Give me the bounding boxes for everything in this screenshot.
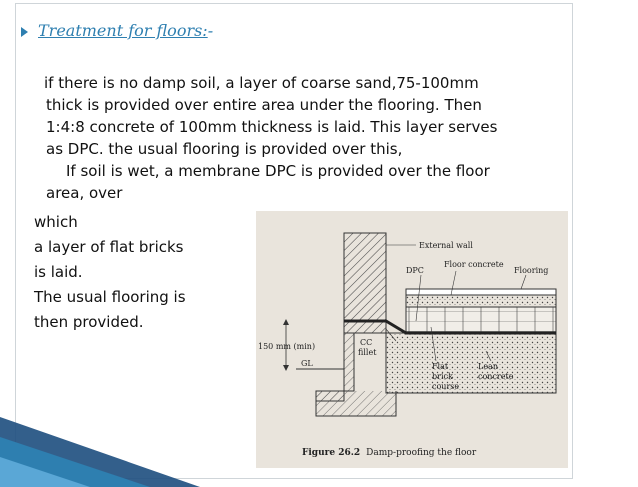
- label-course: course: [432, 382, 460, 391]
- label-brick: brick: [432, 372, 453, 381]
- label-fillet: fillet: [358, 348, 377, 357]
- label-flooring: Flooring: [514, 266, 549, 275]
- label-lean: Lean: [478, 362, 498, 371]
- side-text-line: which: [34, 213, 78, 231]
- side-text: [34, 210, 186, 335]
- flooring-shape: [406, 289, 556, 295]
- side-text-line: The usual flooring is: [34, 288, 186, 306]
- wall-foundation-shape: [316, 391, 396, 416]
- floor-concrete-shape: [406, 295, 556, 307]
- label-gl: GL: [301, 359, 313, 368]
- leader-line: [521, 275, 526, 289]
- paragraph-line: If soil is wet, a membrane DPC is provided over the floor: [66, 162, 490, 180]
- label-concrete: concrete: [478, 372, 514, 381]
- side-text-line: is laid.: [34, 263, 83, 281]
- figure-caption: [302, 448, 477, 458]
- label-height: 150 mm (min): [258, 342, 316, 351]
- paragraph-line: thick is provided over entire area under the flooring. Then: [46, 96, 482, 114]
- section-heading: [38, 21, 213, 40]
- caption-number: Figure 26.2: [302, 448, 361, 458]
- side-text-line: then provided.: [34, 313, 144, 331]
- paragraph-line: area, over: [46, 184, 123, 202]
- arrow-up-icon: [283, 319, 289, 325]
- damp-proofing-figure: [256, 211, 568, 468]
- flat-brick-course-shape: [406, 307, 556, 333]
- body-paragraph: [38, 72, 558, 204]
- lean-concrete-shape: [386, 333, 556, 393]
- corner-decoration: [0, 397, 200, 487]
- wall-upper-shape: [344, 233, 386, 333]
- label-floor-concrete: Floor concrete: [444, 260, 504, 269]
- heading-suffix: -: [207, 21, 214, 40]
- arrow-down-icon: [283, 365, 289, 371]
- paragraph-line: as DPC. the usual flooring is provided over this,: [46, 140, 403, 158]
- bullet-arrow-icon: [21, 27, 28, 37]
- heading-text: Treatment for floors:: [38, 21, 208, 40]
- paragraph-line: 1:4:8 concrete of 100mm thickness is laid. This layer serves: [46, 118, 498, 136]
- damp-proofing-diagram: [256, 211, 568, 468]
- caption-text: Damp-proofing the floor: [366, 448, 477, 458]
- side-text-line: a layer of flat bricks: [34, 238, 184, 256]
- label-dpc: DPC: [406, 266, 424, 275]
- paragraph-line: if there is no damp soil, a layer of coarse sand,75-100mm: [44, 74, 479, 92]
- label-external-wall: External wall: [419, 241, 473, 250]
- label-cc: CC: [360, 338, 373, 347]
- label-flat: Flat: [432, 362, 449, 371]
